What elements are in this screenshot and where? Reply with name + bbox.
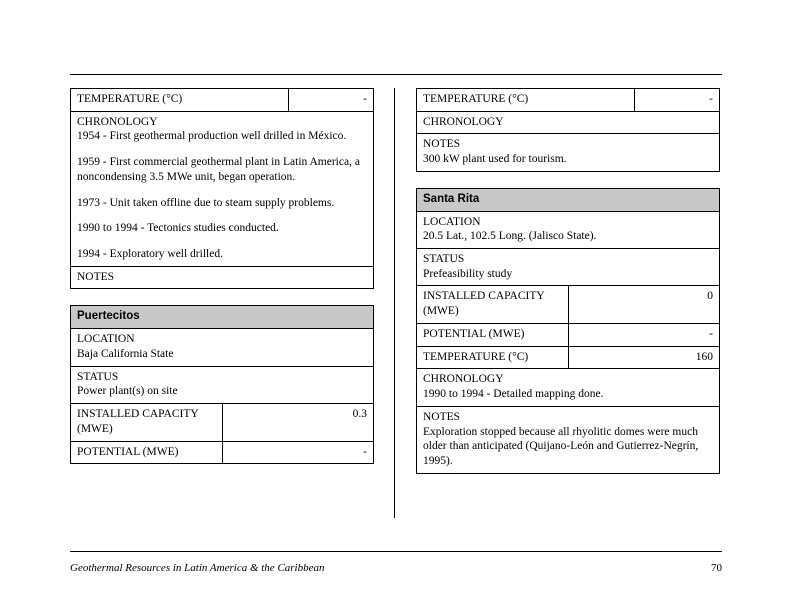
table-row — [417, 286, 720, 323]
column-divider — [394, 88, 395, 518]
header-rule — [70, 74, 722, 75]
field-title-notes: NOTES — [77, 270, 115, 283]
footer-title: Geothermal Resources in Latin America & the Caribbean — [70, 562, 325, 574]
field-title-chronology: CHRONOLOGY — [423, 373, 504, 386]
chronology-paragraph: 1973 - Unit taken offline due to steam supply problems. — [77, 196, 335, 209]
two-column-body — [70, 88, 722, 518]
chronology-paragraph: 1954 - First geothermal production well drilled in México. — [77, 130, 347, 143]
field-label-temperature: TEMPERATURE (°C) — [417, 346, 569, 369]
table-row — [417, 211, 720, 248]
entry-table-puertecitos — [70, 305, 374, 464]
table-row — [417, 323, 720, 346]
field-value-installed-capacity: 0.3 — [222, 404, 374, 441]
field-label-installed-capacity: INSTALLED CAPACITY (MWE) — [71, 404, 223, 441]
field-notes — [71, 266, 374, 289]
field-body-location: Baja California State — [77, 347, 174, 360]
field-chronology — [71, 111, 374, 266]
table-row — [417, 89, 720, 112]
field-body-notes: 300 kW plant used for tourism. — [423, 153, 567, 166]
field-notes — [417, 406, 720, 473]
entry-table-continued-left — [70, 88, 374, 289]
field-title-status: STATUS — [423, 253, 465, 266]
field-chronology — [417, 369, 720, 406]
table-row — [71, 329, 374, 366]
entry-table-continued-right — [416, 88, 720, 172]
field-title-location: LOCATION — [423, 215, 481, 228]
table-row — [71, 404, 374, 441]
field-location — [417, 211, 720, 248]
right-column — [416, 88, 720, 490]
field-body-status: Power plant(s) on site — [77, 385, 178, 398]
chronology-paragraph: 1994 - Exploratory well drilled. — [77, 248, 223, 261]
field-value-temperature: 160 — [568, 346, 720, 369]
table-row — [71, 441, 374, 464]
entry-name-santa-rita: Santa Rita — [417, 188, 720, 211]
field-status — [71, 366, 374, 403]
table-row — [71, 266, 374, 289]
field-value-temperature: - — [635, 89, 720, 112]
field-title-chronology: CHRONOLOGY — [423, 115, 504, 128]
field-title-location: LOCATION — [77, 333, 135, 346]
field-value-temperature: - — [289, 89, 374, 112]
field-title-notes: NOTES — [423, 138, 461, 151]
field-chronology — [417, 111, 720, 134]
table-row — [71, 89, 374, 112]
field-body-location: 20.5 Lat., 102.5 Long. (Jalisco State). — [423, 230, 597, 243]
field-value-potential: - — [568, 323, 720, 346]
field-label-potential: POTENTIAL (MWE) — [71, 441, 223, 464]
table-row — [417, 188, 720, 211]
table-row — [417, 111, 720, 134]
table-row — [417, 406, 720, 473]
entry-table-santa-rita — [416, 188, 720, 474]
field-body-notes: Exploration stopped because all rhyolitic domes were much older than anticipated (Quijano-León and Gutierrez-Negrín, 1995). — [423, 425, 699, 467]
table-row — [417, 249, 720, 286]
table-row — [417, 369, 720, 406]
field-label-temperature: TEMPERATURE (°C) — [417, 89, 635, 112]
field-label-installed-capacity: INSTALLED CAPACITY (MWE) — [417, 286, 569, 323]
entry-name-puertecitos: Puertecitos — [71, 306, 374, 329]
table-row — [71, 111, 374, 266]
page-number: 70 — [711, 562, 722, 574]
field-location — [71, 329, 374, 366]
page-footer — [70, 562, 722, 574]
field-notes — [417, 134, 720, 171]
field-status — [417, 249, 720, 286]
field-value-potential: - — [222, 441, 374, 464]
left-column — [70, 88, 374, 480]
chronology-paragraph: 1959 - First commercial geothermal plant in Latin America, a noncondensing 3.5 MWe unit, began operation. — [77, 156, 360, 183]
field-value-installed-capacity: 0 — [568, 286, 720, 323]
field-body-status: Prefeasibility study — [423, 267, 513, 280]
table-row — [71, 306, 374, 329]
footer-rule — [70, 551, 722, 552]
field-title-notes: NOTES — [423, 410, 461, 423]
field-label-temperature: TEMPERATURE (°C) — [71, 89, 289, 112]
table-row — [417, 346, 720, 369]
field-body-chronology: 1990 to 1994 - Detailed mapping done. — [423, 388, 604, 401]
table-row — [71, 366, 374, 403]
field-label-potential: POTENTIAL (MWE) — [417, 323, 569, 346]
field-title-status: STATUS — [77, 370, 119, 383]
table-row — [417, 134, 720, 171]
chronology-paragraph: 1990 to 1994 - Tectonics studies conducted. — [77, 222, 279, 235]
field-title-chronology: CHRONOLOGY — [77, 115, 158, 128]
